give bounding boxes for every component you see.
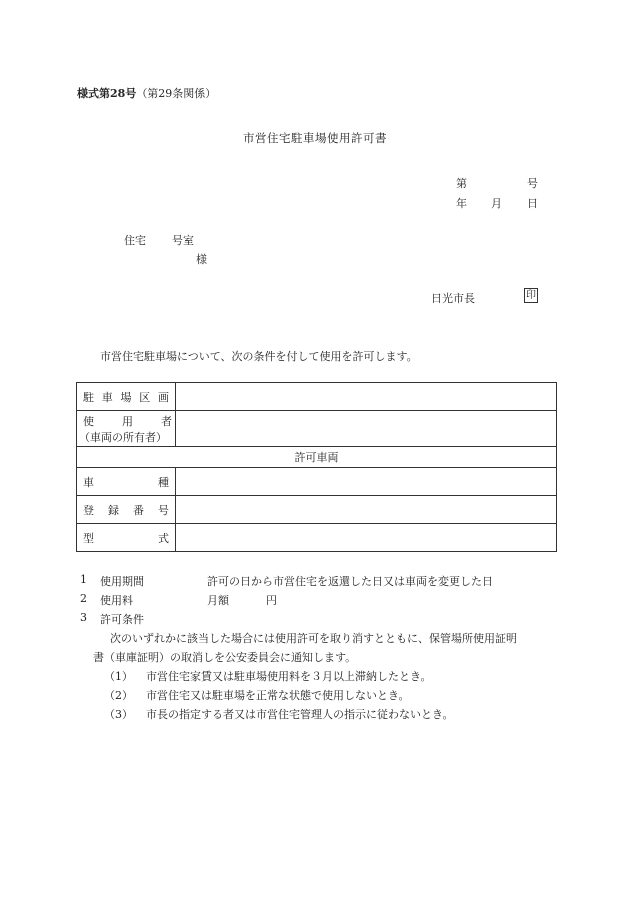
condition-3-number: （3） [104,708,133,721]
term-3-number: 3 [80,611,87,624]
issuer-name: 日光市長 [431,292,475,305]
addressee-jutaku: 住宅 [124,234,146,247]
term-3-label: 許可条件 [100,613,144,626]
table-row [77,411,557,447]
user-label: 使 用 者 （車両の所有者） [77,411,176,447]
conditions-intro-line1: 次のいずれかに該当した場合には使用許可を取り消すとともに、保管場所使用証明 [110,632,517,645]
permit-table [76,382,557,552]
term-2-number: 2 [80,592,87,605]
date-year: 年 [456,197,467,210]
registration-number-label: 登 録 番 号 [77,496,176,524]
condition-2-number: （2） [104,689,133,702]
conditions-intro-line2: 書（車庫証明）の取消しを公安委員会に通知します。 [93,651,357,664]
table-row [77,496,557,524]
document-title: 市営住宅駐車場使用許可書 [243,131,387,145]
seal-stamp [524,288,538,303]
registration-number-value [176,496,557,524]
table-row [77,524,557,552]
model-label: 型 式 [77,524,176,552]
vehicle-type-value [176,468,557,496]
condition-2-text: 市営住宅又は駐車場を正常な状態で使用しないとき。 [146,689,410,702]
date-day: 日 [527,197,538,210]
parking-section-value [176,383,557,411]
table-row [77,383,557,411]
term-2-unit: 円 [266,594,277,607]
form-number [77,85,216,101]
condition-1-text: 市営住宅家賃又は駐車場使用料を３月以上滞納したとき。 [146,670,432,683]
addressee-sama: 様 [196,253,207,266]
term-2-value: 月額 [207,594,229,607]
model-value [176,524,557,552]
user-sub-label: （車両の所有者） [79,430,167,444]
user-value [176,411,557,447]
vehicle-type-label: 車 種 [77,468,176,496]
condition-1-number: （1） [104,670,133,683]
intro-text: 市営住宅駐車場について、次の条件を付して使用を許可します。 [100,350,418,363]
doc-number-go: 号 [527,177,538,190]
term-1-value: 許可の日から市営住宅を返還した日又は車両を変更した日 [207,575,493,588]
addressee-goshitsu: 号室 [172,234,194,247]
table-row [77,447,557,468]
term-2-label: 使用料 [100,594,133,607]
parking-section-label: 駐 車 場 区 画 [77,383,176,411]
condition-3-text: 市長の指定する者又は市営住宅管理人の指示に従わないとき。 [146,708,454,721]
term-1-label: 使用期間 [100,575,144,588]
form-number-ref: （第29条関係） [136,87,217,100]
seal-label: 印 [526,290,536,301]
date-month: 月 [491,197,502,210]
term-1-number: 1 [80,573,87,586]
form-number-label: 様式第28号 [77,87,137,100]
doc-number-dai: 第 [456,177,467,190]
table-row [77,468,557,496]
permitted-vehicle-header: 許可車両 [77,447,557,468]
